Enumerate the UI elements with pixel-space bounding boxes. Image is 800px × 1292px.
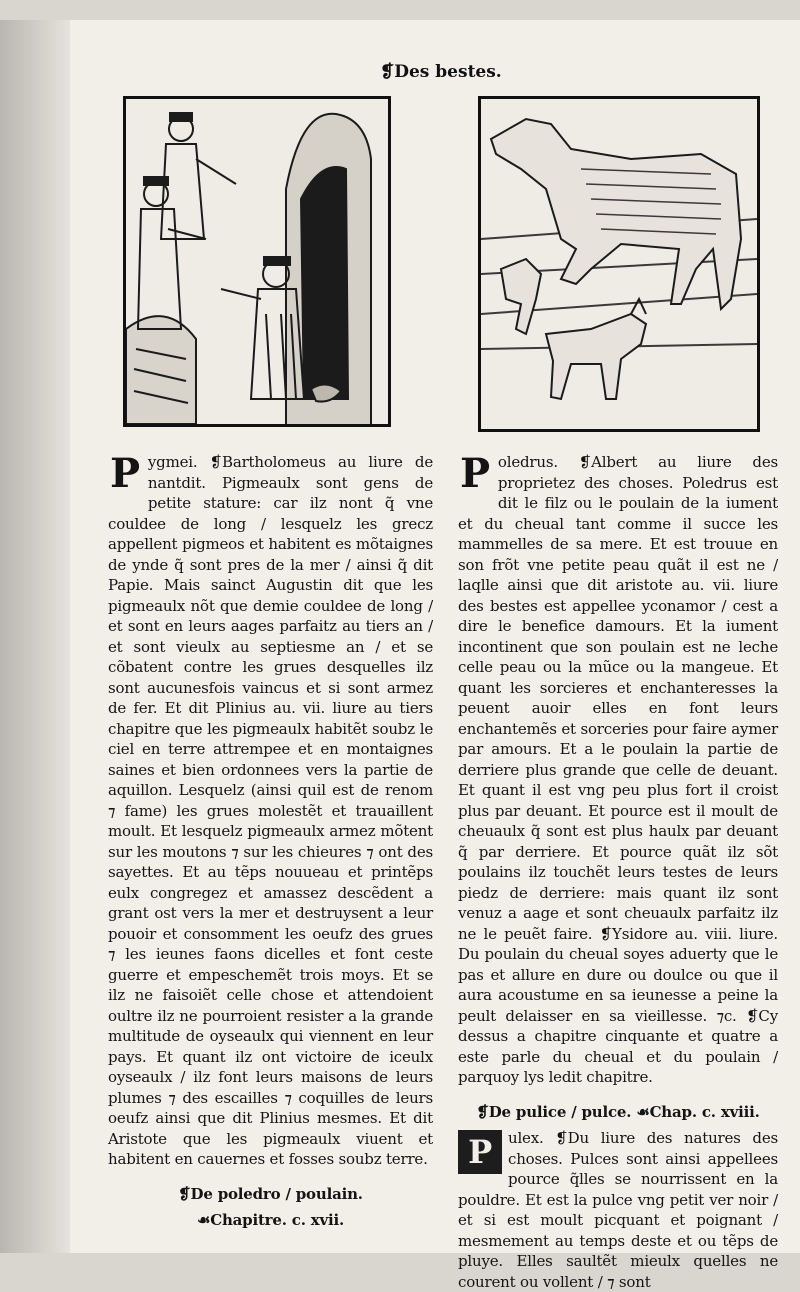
pulex-entry-text: ulex. ❡Du liure des natures des choses. Pulces sont ainsi appellees pource q̃lles se nourrissent en la pouldre. Et est la pulce vng petit ver noir / et si est moult picquant et poignant / mesmement au temps deste et ou tẽps de pluye. Elles saultẽt mieulx quelles ne courent ou vollent / ⁊ sont <box>458 1129 778 1291</box>
decorated-initial-p: P <box>458 1130 502 1174</box>
drop-initial-p: P <box>460 450 490 497</box>
pulex-entry <box>458 1128 778 1292</box>
pygmies-woodcut-illustration <box>123 96 391 427</box>
pygmies-woodcut-image <box>126 99 388 424</box>
right-text-column <box>458 452 778 1292</box>
horse-and-foals-woodcut-illustration <box>478 96 760 432</box>
pygmies-entry <box>108 452 433 1170</box>
pulice-heading: ❡De pulice / pulce. ☙Chap. c. xviii. <box>476 1102 760 1121</box>
left-text-column <box>108 452 433 1237</box>
facing-page-edge <box>0 20 70 1253</box>
poledro-heading: ❡De poledro / poulain. <box>178 1184 363 1203</box>
horse-woodcut-image <box>481 99 757 429</box>
poledrus-entry <box>458 452 778 1088</box>
pygmies-entry-text: ygmei. ❡Bartholomeus au liure de nantdit. Pigmeaulx sont gens de petite stature: car ilz nont q̃ vne couldee de long / lesquelz les grecz appellent pigmeos et habitent es mõtaignes de ynde q̃ sont pres de la mer / ainsi q̃ dit Papie. Mais sainct Augustin dit que les pigmeaulx nõt que demie couldee de long / et sont en leurs aages parfaitz au tiers an / et sont vieulx au septiesme an / et se cõbatent contre les grues desquelles ilz sont aucunesfois vaincus et si sont armez de fer. Et dit Plinius au. vii. liure au tiers chapitre que les pigmeaulx habitẽt soubz le ciel en terre attrempee et en montaignes saines et bien ordonnees vers la partie de aquillon. Lesquelz (ainsi quil est de renom ⁊ fame) les grues molestẽt et trauaillent moult. Et lesquelz pigmeaulx armez mõtent sur les moutons ⁊ sur les chieures ⁊ ont des sayettes. Et au tẽps nouueau et printẽps eulx congregez et amassez descẽdent a grant ost vers la mer et destruysent a leur pouoir et consomment les oeufz des grues ⁊ les ieunes faons dicelles et font ceste guerre et empeschemẽt trois moys. Et se ilz ne faisoiẽt celle chose et attendoient oultre ilz ne pourroient resister a la grande multitude de oyseaulx qui viennent en leur pays. Et quant ilz ont victoire de iceulx oyseaulx / ilz font leurs maisons de leurs plumes ⁊ des escailles ⁊ coquilles de leurs oeufz ainsi que dit Plinius mesmes. Et dit Aristote que les pigmeaulx viuent et habitent en cauernes et fosses soubz terre. <box>108 453 433 1168</box>
chapter-number-heading: ☙Chapitre. c. xvii. <box>196 1211 345 1229</box>
drop-initial-p: P <box>110 450 140 497</box>
running-header: ❡Des bestes. <box>380 62 502 82</box>
poledrus-entry-text: oledrus. ❡Albert au liure des proprietez des choses. Poledrus est dit le filz ou le poulain de la iument et du cheual tant comme il succe les mammelles de sa mere. Et est trouue en son frõt vne petite peau quãt il est ne / laqlle ainsi que dit aristote au. vii. liure des bestes est appellee yconamor / cest a dire le benefice damours. Et la iument incontinent que son poulain est ne leche celle peau ou la mũce ou la mangeue. Et quant les sorcieres et enchanteresses la peuent auoir elles en font leurs enchantemẽs et sorceries pour faire aymer par amours. Et a le poulain la partie de derriere plus grande que celle de deuant. Et quant il est vng peu plus fort il croist plus par deuant. Et pource est il moult de cheuaulx q̃ sont est plus haulx par deuant q̃ par derriere. Et pource quãt ilz sõt poulains ilz touchẽt leurs testes de leurs piedz de derriere: mais quant ilz sont venuz a aage et sont cheuaulx parfaitz ilz ne le peuẽt faire. ❡Ysidore au. viii. liure. Du poulain du cheual soyes aduerty que le pas et allure en dure ou doulce ou que il aura acoustume en sa ieunesse a peine la peult delaisser en sa vieillesse. ⁊c. ❡Cy dessus a chapitre cinquante et quatre a este parle du cheual et du poulain / parquoy lys ledit chapitre. <box>458 453 778 1086</box>
